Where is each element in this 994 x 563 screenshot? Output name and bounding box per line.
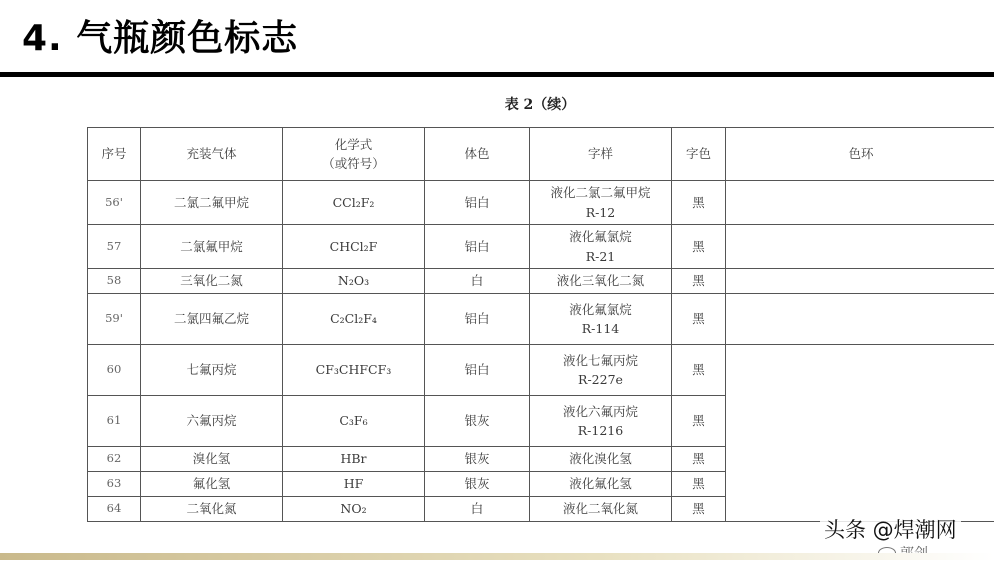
- cell-formula: HBr: [283, 447, 425, 472]
- cell-text-color: 黑: [672, 447, 726, 472]
- cell-body-color: 银灰: [425, 447, 530, 472]
- title-divider: [0, 72, 994, 77]
- cell-gas: 二氯四氟乙烷: [141, 294, 283, 345]
- cell-marking-text: 液化二氧化氮: [530, 497, 672, 522]
- cell-text-color: 黑: [672, 294, 726, 345]
- header-label: （或符号）: [285, 154, 422, 173]
- cell-gas: 二氯氟甲烷: [141, 225, 283, 269]
- cell-body-color: 铝白: [425, 345, 530, 396]
- cell-no: 58: [88, 269, 141, 294]
- cell-text-color: 黑: [672, 225, 726, 269]
- cell-no: 61: [88, 396, 141, 447]
- cell-gas: 溴化氢: [141, 447, 283, 472]
- cell-gas: 氟化氢: [141, 472, 283, 497]
- cell-body-color: 白: [425, 269, 530, 294]
- cell-no: 56': [88, 181, 141, 225]
- bottom-decorative-band: [0, 553, 994, 560]
- cell-gas: 二氧化氮: [141, 497, 283, 522]
- cell-color-ring: [726, 345, 994, 522]
- cell-formula: CCl₂F₂: [283, 181, 425, 225]
- table-row: [88, 181, 994, 225]
- gas-cylinder-color-table: [87, 127, 994, 522]
- cell-formula: C₂Cl₂F₄: [283, 294, 425, 345]
- cell-body-color: 铝白: [425, 225, 530, 269]
- cell-no: 60: [88, 345, 141, 396]
- col-header-formula: [283, 128, 425, 181]
- col-header-marking-text: [530, 128, 672, 181]
- cell-color-ring: [726, 294, 994, 345]
- header-label: 字样: [532, 144, 669, 163]
- col-header-gas: [141, 128, 283, 181]
- cell-color-ring: [726, 181, 994, 225]
- table-row: [88, 345, 994, 396]
- header-label: 字色: [674, 144, 723, 163]
- slide-title: 4. 气瓶颜色标志: [22, 10, 298, 61]
- col-header-body-color: [425, 128, 530, 181]
- cell-text-color: 黑: [672, 472, 726, 497]
- cell-gas: 七氟丙烷: [141, 345, 283, 396]
- header-label: 体色: [427, 144, 527, 163]
- cell-formula: N₂O₃: [283, 269, 425, 294]
- cell-formula: CF₃CHFCF₃: [283, 345, 425, 396]
- cell-formula: CHCl₂F: [283, 225, 425, 269]
- cell-body-color: 铝白: [425, 181, 530, 225]
- cell-no: 59': [88, 294, 141, 345]
- cell-text-color: 黑: [672, 497, 726, 522]
- cell-formula: NO₂: [283, 497, 425, 522]
- table-row: [88, 225, 994, 269]
- cell-gas: 三氧化二氮: [141, 269, 283, 294]
- cell-text-color: 黑: [672, 269, 726, 294]
- header-label: 化学式: [285, 135, 422, 154]
- table-row: [88, 294, 994, 345]
- cell-gas: 二氯二氟甲烷: [141, 181, 283, 225]
- header-label: 色环: [728, 144, 994, 163]
- cell-marking-text: 液化氟化氢: [530, 472, 672, 497]
- cell-body-color: 白: [425, 497, 530, 522]
- cell-no: 57: [88, 225, 141, 269]
- cell-text-color: 黑: [672, 181, 726, 225]
- cell-marking-text: 液化二氯二氟甲烷 R-12: [530, 181, 672, 225]
- watermark-primary: 头条 @焊潮网: [820, 514, 961, 544]
- cell-text-color: 黑: [672, 396, 726, 447]
- cell-marking-text: 液化六氟丙烷 R-1216: [530, 396, 672, 447]
- cell-no: 63: [88, 472, 141, 497]
- cell-body-color: 铝白: [425, 294, 530, 345]
- cell-marking-text: 液化氟氯烷 R-114: [530, 294, 672, 345]
- cell-formula: HF: [283, 472, 425, 497]
- cell-body-color: 银灰: [425, 472, 530, 497]
- col-header-no: [88, 128, 141, 181]
- header-label: 序号: [90, 144, 138, 163]
- cell-marking-text: 液化七氟丙烷 R-227e: [530, 345, 672, 396]
- cell-no: 62: [88, 447, 141, 472]
- col-header-text-color: [672, 128, 726, 181]
- cell-no: 64: [88, 497, 141, 522]
- cell-color-ring: [726, 225, 994, 269]
- cell-marking-text: 液化氟氯烷 R-21: [530, 225, 672, 269]
- table-row: [88, 269, 994, 294]
- cell-marking-text: 液化三氧化二氮: [530, 269, 672, 294]
- cell-color-ring: [726, 269, 994, 294]
- cell-formula: C₃F₆: [283, 396, 425, 447]
- cell-gas: 六氟丙烷: [141, 396, 283, 447]
- cell-body-color: 银灰: [425, 396, 530, 447]
- table-caption: 表 2（续）: [0, 94, 994, 114]
- header-label: 充装气体: [143, 144, 280, 163]
- cell-text-color: 黑: [672, 345, 726, 396]
- table-header-row: [88, 128, 994, 181]
- cell-marking-text: 液化溴化氢: [530, 447, 672, 472]
- col-header-color-ring: [726, 128, 994, 181]
